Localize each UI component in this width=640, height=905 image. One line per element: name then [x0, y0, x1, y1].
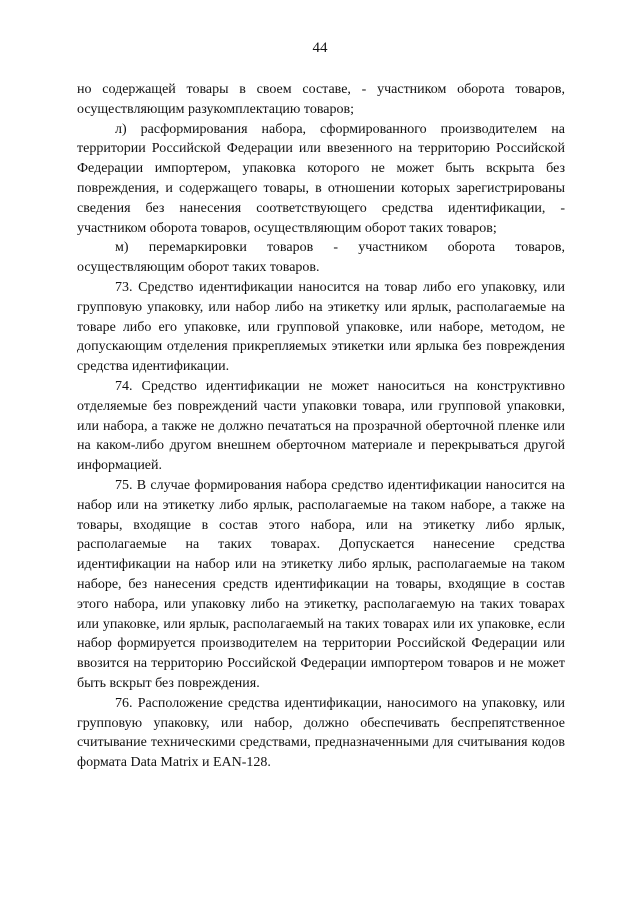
document-body: [77, 80, 565, 773]
paragraph-item-l: л) расформирования набора, сформированного производителем на территории Российской Федерации или ввезенного на территорию Российской Федерации импортером, упаковка которого не может быть вскрыта без повреждения, и содержащего товары, в отношении которых зарегистрированы сведения без нанесения соответствующего средства идентификации, - участником оборота товаров, осуществляющим оборот таких товаров;: [77, 121, 565, 236]
paragraph-item-m: м) перемаркировки товаров - участником оборота товаров, осуществляющим оборот таких товаров.: [77, 240, 565, 276]
paragraph-76: 76. Расположение средства идентификации, наносимого на упаковку, или групповую упаковку, или набор, должно обеспечивать беспрепятственное считывание техническими средствами, предназначенными для считывания кодов формата Data Matrix и EAN-128.: [77, 695, 565, 771]
page-number: 44: [312, 40, 328, 56]
paragraph-continuation: но содержащей товары в своем составе, - участником оборота товаров, осуществляющим разукомплектацию товаров;: [77, 82, 565, 117]
paragraph-75: 75. В случае формирования набора средство идентификации наносится на набор или на этикетку либо ярлык, располагаемые на таком наборе, а также на товары, входящие в состав этого набора, или на этикетку либо ярлык, располагаемые на таких товарах. Допускается нанесение средства идентификации на набор или на этикетку либо ярлык, располагаемые на таком наборе, без нанесения средств идентификации на товары, входящие в состав этого набора, или упаковку либо на этикетку, располагаемую на таких товарах или упаковке, или ярлык, располагаемый на таких товарах или их упаковке, если набор формируется производителем на территории Российской Федерации или ввозится на территорию Российской Федерации импортером товаров и не может быть вскрыт без повреждения.: [77, 477, 565, 691]
paragraph-74: 74. Средство идентификации не может наноситься на конструктивно отделяемые без повреждений части упаковки товара, или групповой упаковки, или набора, а также не должно печататься на прозрачной оберточной пленке или на каком-либо другом внешнем оберточном материале и перекрываться другой информацией.: [77, 378, 565, 474]
paragraph-73: 73. Средство идентификации наносится на товар либо его упаковку, или групповую упаковку, или набор либо на этикетку или ярлык, располагаемые на товаре либо его упаковке, или групповой упаковке, или наборе, методом, не допускающим отделения прикрепляемых этикетки или ярлыка без повреждения средства идентификации.: [77, 279, 565, 375]
